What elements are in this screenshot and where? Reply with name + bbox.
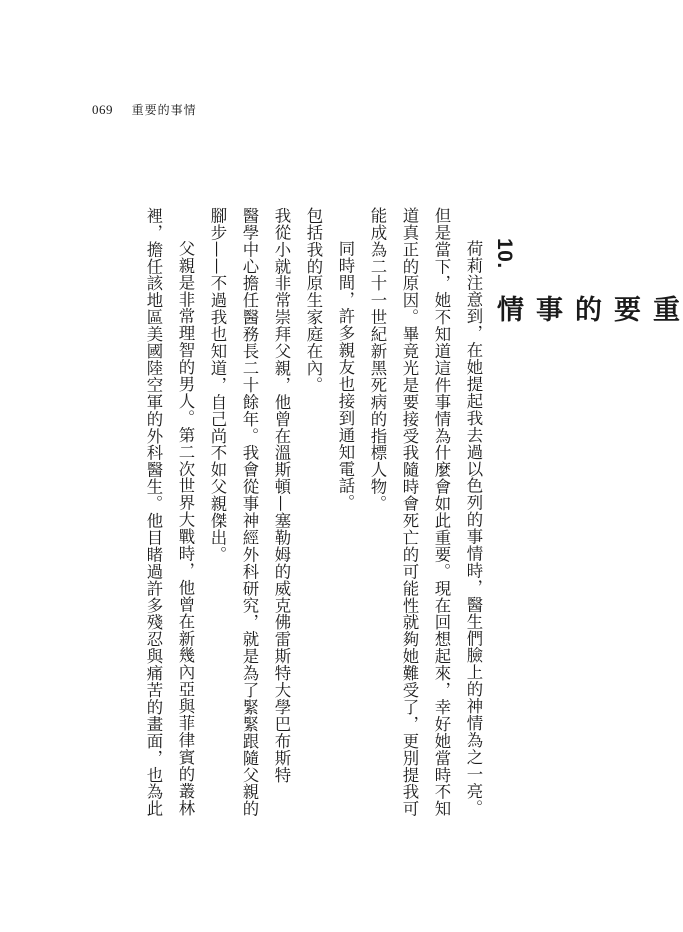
body-line: 能成為二十一世紀新黑死病的指標人物。: [368, 207, 387, 513]
body-line: 同時間，許多親友也接到通知電話。: [336, 240, 355, 512]
body-line: 道真正的原因。畢竟光是要接受我隨時會死亡的可能性就夠她難受了，更別提我可: [400, 207, 419, 818]
body-line: 但是當下，她不知道這件事情為什麼會如此重要。現在回想起來，幸好她當時不知: [432, 207, 451, 818]
running-header-title: 重要的事情: [131, 103, 197, 117]
body-line: 腳步——不過我也知道，自己尚不如父親傑出。: [208, 207, 227, 563]
body-line: 父親是非常理智的男人。第二次世界大戰時，他曾在新幾內亞與菲律賓的叢林: [176, 240, 195, 817]
chapter-number: 10.: [493, 238, 516, 269]
chapter-title: 重要的事情: [492, 295, 679, 326]
body-text: [137, 207, 489, 818]
page-number: 069: [92, 102, 113, 117]
body-line: 醫學中心擔任醫務長二十餘年。我會從事神經外科研究，就是為了緊緊跟隨父親的: [240, 207, 259, 818]
body-line: 荷莉注意到，在她提起我去過以色列的事情時，醫生們臉上的神情為之一亮。: [464, 240, 483, 817]
body-line: 裡，擔任該地區美國陸空軍的外科醫生。他目睹過許多殘忍與痛苦的畫面，也為此: [144, 207, 163, 818]
body-line: 我從小就非常崇拜父親，他曾在溫斯頓—塞勒姆的威克佛雷斯特大學巴布斯特: [272, 207, 291, 784]
body-line: 包括我的原生家庭在內。: [304, 207, 323, 394]
running-header: [92, 101, 197, 118]
